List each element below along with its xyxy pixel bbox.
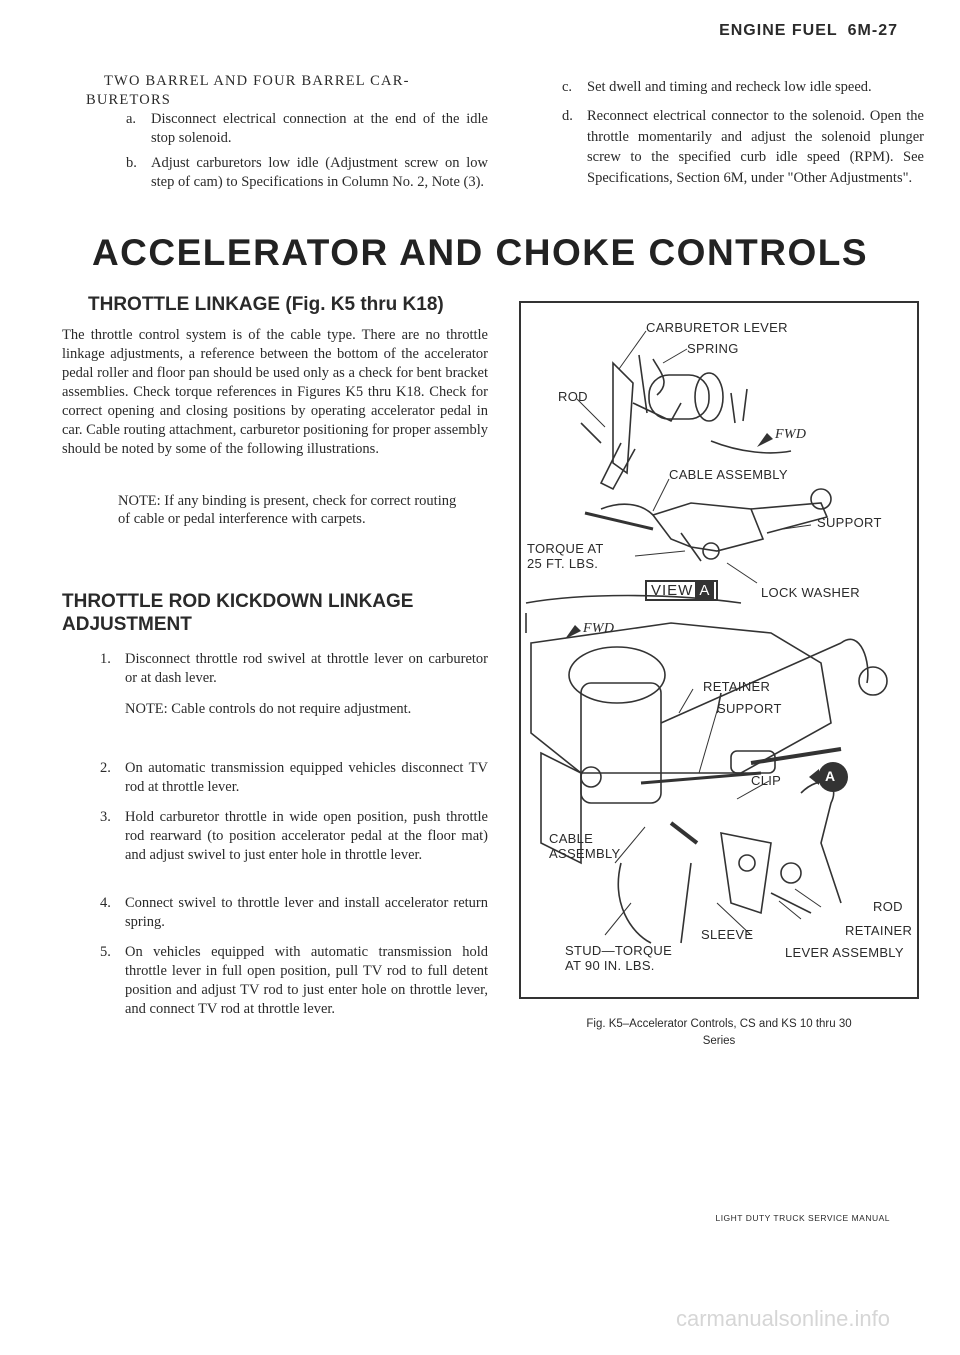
label-carburetor-lever: CARBURETOR LEVER (646, 320, 788, 335)
figure-caption (519, 1016, 919, 1050)
step-c (562, 78, 924, 98)
running-head-section: ENGINE FUEL (719, 22, 838, 39)
kickdown-step-4 (100, 894, 488, 934)
kickdown-step-3-num: 3. (100, 809, 111, 825)
kickdown-step-2-text: On automatic transmission equipped vehicles disconnect TV rod at throttle lever. (125, 760, 488, 795)
main-title: ACCELERATOR AND CHOKE CONTROLS (91, 232, 869, 273)
fwd-arrow-top-icon (757, 433, 773, 447)
kickdown-step-2-num: 2. (100, 760, 111, 776)
footer: LIGHT DUTY TRUCK SERVICE MANUAL (715, 1213, 890, 1223)
label-stud-line1: STUD—TORQUE (565, 943, 673, 958)
step-a-label: a. (126, 111, 137, 127)
kickdown-step-3-text: Hold carburetor throttle in wide open position, push throttle rod rearward (to position accelerator pedal at the floor mat) and adjust swivel to just enter hole in throttle lever. (125, 809, 488, 863)
carburetor-heading-line1: TWO BARREL AND FOUR BARREL CAR- (104, 73, 410, 89)
label-clip: CLIP (751, 773, 782, 788)
step-b-label: b. (126, 155, 137, 171)
kickdown-note: NOTE: Cable controls do not require adjustment. (125, 701, 412, 717)
label-view-letter: A (695, 582, 714, 599)
label-cable-line1: CABLE (549, 831, 594, 846)
watermark: carmanualsonline.info (675, 1306, 890, 1331)
kickdown-step-5-num: 5. (100, 944, 111, 960)
carburetor-heading-line2: BURETORS (86, 92, 172, 108)
label-fwd-top: FWD (775, 427, 807, 442)
label-view-a (645, 580, 718, 601)
label-retainer-top: RETAINER (703, 679, 771, 694)
label-marker-a: A (825, 768, 836, 784)
label-support-top: SUPPORT (817, 515, 882, 530)
label-cable-assembly-bottom (549, 831, 621, 861)
page-number: 6M-27 (847, 22, 898, 39)
carburetor-heading (86, 72, 488, 110)
step-a (126, 110, 488, 150)
step-d-text: Reconnect electrical connector to the solenoid. Open the throttle momentarily and adjust the solenoid plunger screw to the specified curb idle speed (RPM). See Specifications, Section 6M, under "Other Adjustments". (587, 108, 924, 186)
kickdown-heading (62, 590, 413, 636)
kickdown-step-3 (100, 808, 488, 888)
label-spring: SPRING (687, 341, 739, 356)
label-lever-assembly: LEVER ASSEMBLY (785, 945, 904, 960)
label-torque (527, 541, 604, 571)
step-d-label: d. (562, 108, 573, 124)
kickdown-step-1-text: Disconnect throttle rod swivel at throttle lever on carburetor or at dash lever. (125, 651, 488, 686)
label-retainer-bottom: RETAINER (845, 923, 913, 938)
figure-caption-line2: Series (702, 1035, 736, 1047)
kickdown-step-2 (100, 759, 488, 799)
kickdown-heading-line2: ADJUSTMENT (62, 614, 192, 635)
throttle-linkage-body: The throttle control system is of the cable type. There are no throttle linkage adjustments, a reference between the bottom of the accelerator pedal roller and floor pan should be used only as a check for bent bracket assemblies. Check torque references in Figures K5 thru K18. Check for correct opening and closing positions by operating accelerator pedal in car. Cable routing attachment, carburetor positioning for proper assembly should be noted by some of the following illustrations. (62, 327, 489, 457)
step-d (562, 106, 924, 206)
label-support-mid: SUPPORT (717, 701, 782, 716)
step-c-text: Set dwell and timing and recheck low idle speed. (587, 79, 872, 95)
throttle-linkage-note: NOTE: If any binding is present, check for correct routing of cable or pedal interference with carpets. (118, 493, 457, 527)
label-rod-top: ROD (558, 389, 588, 404)
kickdown-heading-line1: THROTTLE ROD KICKDOWN LINKAGE (62, 591, 414, 612)
label-torque-line1: TORQUE AT (527, 541, 604, 556)
label-rod-bottom: ROD (873, 899, 903, 914)
kickdown-step-5 (100, 943, 488, 1043)
kickdown-step-5-text: On vehicles equipped with automatic transmission hold throttle lever in full open position, pull TV rod to full detent position and adjust TV rod to just enter hole on throttle lever, and connect TV rod at throttle lever. (125, 944, 488, 1017)
label-lock-washer: LOCK WASHER (761, 585, 860, 600)
running-head (719, 22, 898, 40)
label-fwd-bottom: FWD (583, 621, 615, 636)
step-c-label: c. (562, 79, 573, 95)
label-torque-line2: 25 FT. LBS. (527, 556, 599, 571)
kickdown-step-1 (100, 650, 488, 690)
label-stud-line2: AT 90 IN. LBS. (565, 958, 655, 973)
step-a-text: Disconnect electrical connection at the end of the idle stop solenoid. (151, 111, 488, 146)
kickdown-step-4-text: Connect swivel to throttle lever and install accelerator return spring. (125, 895, 488, 930)
figure-k5-drawing (521, 303, 917, 997)
label-stud-torque (565, 943, 672, 973)
figure-caption-line1: Fig. K5–Accelerator Controls, CS and KS 10 thru 30 (586, 1018, 852, 1030)
step-b-text: Adjust carburetors low idle (Adjustment screw on low step of cam) to Specifications in Column No. 2, Note (3). (151, 155, 488, 190)
kickdown-step-4-num: 4. (100, 895, 111, 911)
label-cable-line2: ASSEMBLY (549, 846, 621, 861)
label-sleeve: SLEEVE (701, 927, 754, 942)
step-b (126, 154, 488, 214)
label-cable-assembly-top: CABLE ASSEMBLY (669, 467, 788, 482)
throttle-linkage-heading: THROTTLE LINKAGE (Fig. K5 thru K18) (88, 294, 444, 315)
kickdown-step-1-num: 1. (100, 651, 111, 667)
figure-k5 (519, 301, 919, 999)
label-view: VIEW (651, 582, 694, 599)
